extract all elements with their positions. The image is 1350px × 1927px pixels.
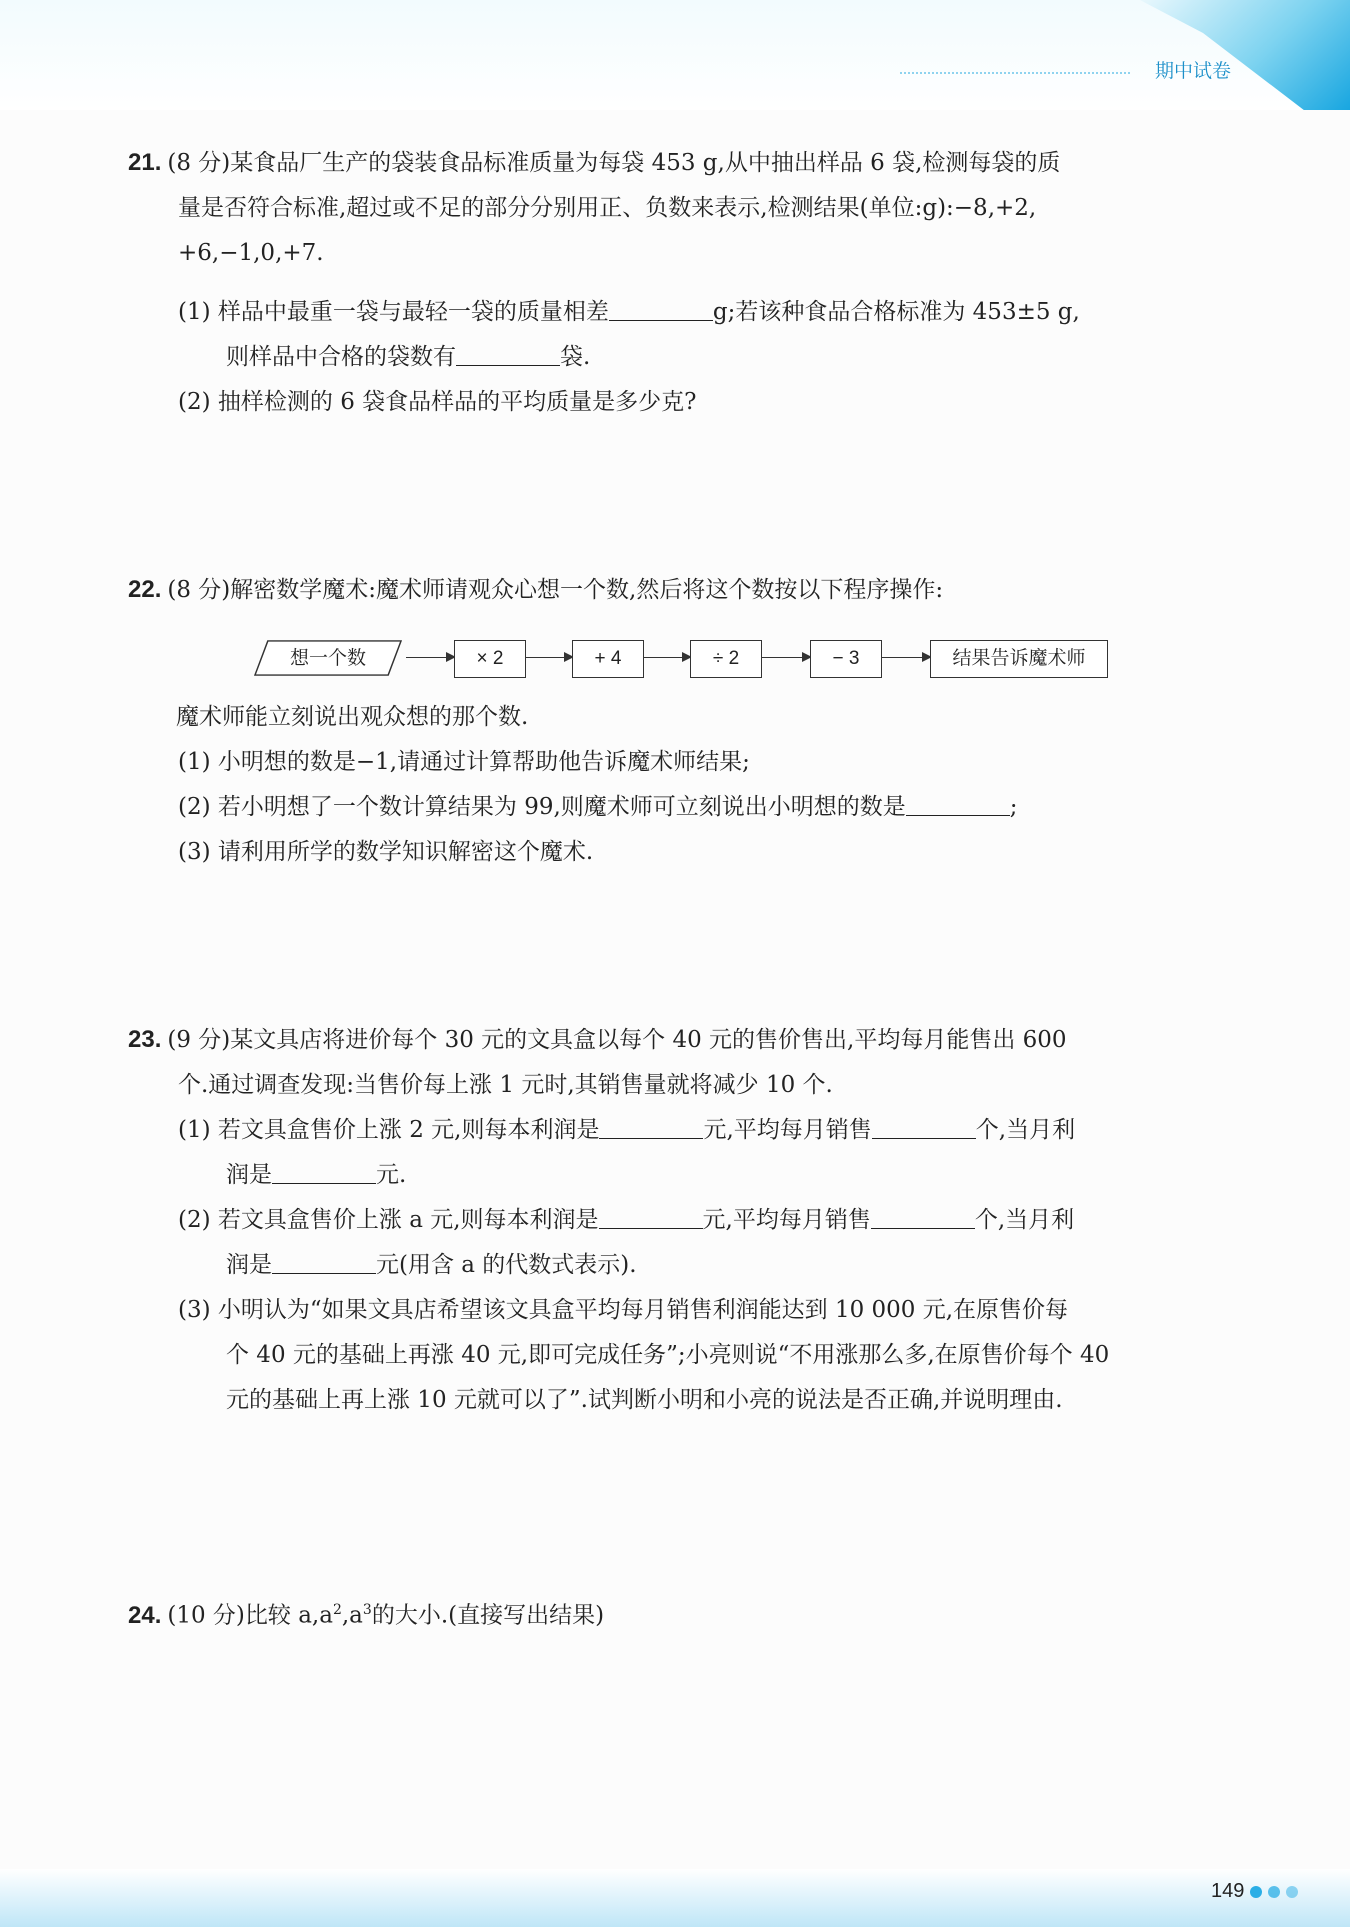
- part-text: 元,平均每月销售: [702, 1207, 871, 1233]
- flow-arrow: [644, 657, 690, 658]
- page-dot-icon: [1268, 1886, 1280, 1898]
- part-text: 元.: [376, 1162, 407, 1188]
- part-text: 魔术师能立刻说出观众想的那个数.: [176, 704, 529, 730]
- section-label: 期中试卷: [1155, 60, 1232, 82]
- flow-step: − 3: [810, 640, 882, 678]
- part-text: (1) 若文具盒售价上涨 2 元,则每本利润是: [178, 1117, 600, 1143]
- part-text: 个,当月利: [975, 1117, 1076, 1143]
- flow-arrow: [526, 657, 572, 658]
- question-21: [128, 140, 1242, 425]
- part-text: (1) 样品中最重一袋与最轻一袋的质量相差: [178, 299, 609, 325]
- flow-step: × 2: [454, 640, 526, 678]
- flow-step: 结果告诉魔术师: [930, 640, 1108, 678]
- answer-blank[interactable]: [599, 1202, 703, 1229]
- part-text: ;: [1009, 794, 1018, 820]
- flow-step: + 4: [572, 640, 644, 678]
- part-text: 袋.: [560, 344, 591, 370]
- part-text: (3) 请利用所学的数学知识解密这个魔术.: [178, 839, 594, 865]
- part-text: 元(用含 a 的代数式表示).: [376, 1252, 637, 1278]
- question-23: [128, 1017, 1242, 1423]
- part-text: (2) 若小明想了一个数计算结果为 99,则魔术师可立刻说出小明想的数是: [178, 794, 906, 820]
- part-text: 个 40 元的基础上再涨 40 元,即可完成任务”;小亮则说“不用涨那么多,在原售价每个 40: [226, 1342, 1110, 1368]
- question-number: 22.: [128, 576, 162, 603]
- answer-blank[interactable]: [872, 1112, 976, 1139]
- stem-line: 个.通过调查发现:当售价每上涨 1 元时,其销售量就将减少 10 个.: [178, 1072, 833, 1098]
- answer-blank[interactable]: [906, 789, 1010, 816]
- part-text: (1) 小明想的数是−1,请通过计算帮助他告诉魔术师结果;: [178, 749, 750, 775]
- header-dotted-line: [900, 68, 1130, 74]
- stem-line: (8 分)解密数学魔术:魔术师请观众心想一个数,然后将这个数按以下程序操作:: [167, 577, 944, 603]
- part-text: 润是: [226, 1162, 272, 1188]
- flow-arrow: [882, 657, 930, 658]
- page-number: 149: [1211, 1880, 1245, 1902]
- question-22-parts: [128, 695, 1242, 875]
- part-text: g;若该种食品合格标准为 453±5 g,: [712, 299, 1080, 325]
- header-band: [0, 0, 1350, 110]
- stem-text: ,a: [341, 1602, 363, 1629]
- question-number: 23.: [128, 1026, 162, 1053]
- superscript: 2: [332, 1602, 342, 1618]
- question-22: [128, 567, 1242, 613]
- part-text: (2) 若文具盒售价上涨 a 元,则每本利润是: [178, 1207, 599, 1233]
- stem-text: (10 分)比较 a,a: [167, 1602, 333, 1629]
- stem-line: (9 分)某文具店将进价每个 30 元的文具盒以每个 40 元的售价售出,平均每月能售出 600: [167, 1027, 1067, 1053]
- answer-blank[interactable]: [272, 1247, 376, 1274]
- page-dot-icon: [1250, 1886, 1262, 1898]
- stem-text: 的大小.(直接写出结果): [371, 1602, 605, 1629]
- answer-blank[interactable]: [272, 1157, 376, 1184]
- part-text: 元,平均每月销售: [703, 1117, 872, 1143]
- question-24: [128, 1588, 1242, 1639]
- superscript: 3: [362, 1602, 372, 1618]
- part-text: 个,当月利: [974, 1207, 1075, 1233]
- answer-blank[interactable]: [609, 294, 713, 321]
- question-number: 21.: [128, 149, 162, 176]
- flow-arrow: [406, 657, 454, 658]
- footer-band: [0, 1869, 1350, 1927]
- stem-line: 量是否符合标准,超过或不足的部分分别用正、负数来表示,检测结果(单位:g):−8,+2,: [178, 195, 1037, 221]
- flowchart: [248, 636, 1118, 680]
- flow-step: 想一个数: [289, 647, 366, 669]
- flow-step: ÷ 2: [690, 640, 762, 678]
- answer-blank[interactable]: [456, 339, 560, 366]
- page-dot-icon: [1286, 1886, 1298, 1898]
- stem-line: +6,−1,0,+7.: [178, 240, 324, 266]
- part-text: 润是: [226, 1252, 272, 1278]
- answer-blank[interactable]: [599, 1112, 703, 1139]
- part-text: 元的基础上再上涨 10 元就可以了”.试判断小明和小亮的说法是否正确,并说明理由.: [226, 1387, 1063, 1413]
- answer-blank[interactable]: [871, 1202, 975, 1229]
- part-text: (2) 抽样检测的 6 袋食品样品的平均质量是多少克?: [178, 389, 697, 415]
- question-number: 24.: [128, 1601, 162, 1629]
- flow-arrow: [762, 657, 810, 658]
- part-text: 则样品中合格的袋数有: [226, 344, 456, 370]
- stem-line: (8 分)某食品厂生产的袋装食品标准质量为每袋 453 g,从中抽出样品 6 袋,检测每袋的质: [167, 150, 1061, 176]
- part-text: (3) 小明认为“如果文具店希望该文具盒平均每月销售利润能达到 10 000 元,在原售价每: [178, 1297, 1069, 1323]
